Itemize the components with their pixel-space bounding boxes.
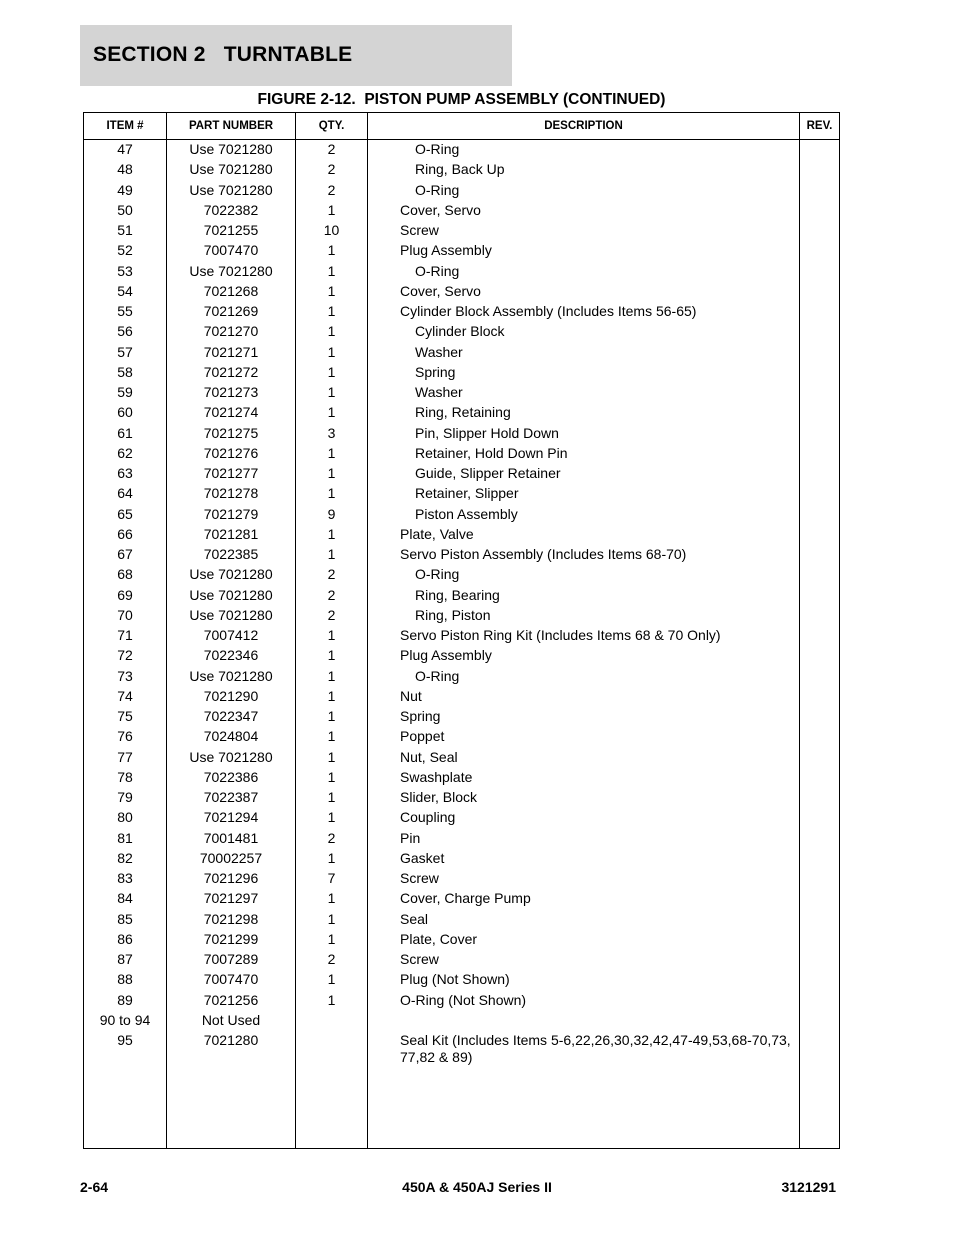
figure-title: FIGURE 2-12. PISTON PUMP ASSEMBLY (CONTINUED) [257,91,666,108]
part-number-cell: 70002257 [199,849,263,866]
part-number-cell: 7021255 [203,222,259,238]
qty-cell: 1 [327,384,336,400]
table-row [84,182,839,202]
qty-cell: 1 [327,242,336,259]
item-cell: 61 [117,424,133,441]
table-row [84,627,839,647]
table-row [84,263,839,283]
description-cell: Pin [400,829,421,846]
part-number-cell: 7021296 [203,870,259,886]
description-cell: Servo Piston Assembly (Includes Items 68-70) [400,546,687,562]
description-cell: Nut, Seal [400,748,458,765]
qty-cell: 2 [327,606,336,623]
table-row [84,485,839,505]
table-row [84,566,839,586]
item-cell: 83 [117,870,133,886]
page-number: 2-64 [80,1179,109,1195]
description-cell: Guide, Slipper Retainer [415,465,561,481]
part-number-cell: 7021275 [203,424,259,441]
item-cell: 49 [117,181,133,198]
table-row [84,830,839,850]
header-part-number: PART NUMBER [188,120,274,132]
qty-cell: 1 [327,930,336,947]
header-divider [84,139,839,140]
description-cell: Pin, Slipper Hold Down [415,424,559,441]
item-cell: 74 [117,687,133,704]
item-cell: 53 [117,262,133,279]
part-number-cell: 7022386 [203,768,259,785]
qty-cell: 1 [327,465,336,481]
description-cell: Slider, Block [400,789,478,805]
part-number-cell: 7022347 [203,708,259,724]
part-number-cell: 7007470 [203,242,259,259]
table-row [84,951,839,971]
qty-cell: 1 [327,971,336,988]
part-number-cell: 7021256 [203,991,259,1008]
item-cell: 87 [117,951,133,967]
item-cell: 68 [117,566,133,583]
qty-cell: 1 [327,303,336,319]
table-row [84,445,839,465]
section-header [80,25,512,86]
table-row [84,809,839,829]
item-cell: 56 [117,323,133,340]
qty-cell: 2 [327,829,336,846]
part-number-cell: 7021294 [203,809,259,826]
description-cell: Ring, Piston [415,606,491,623]
item-cell: 63 [117,465,133,481]
description-cell: O-Ring [415,181,460,198]
item-cell: 90 to 94 [99,1011,151,1028]
header-qty: QTY. [318,120,345,132]
description-cell: Piston Assembly [415,505,518,522]
description-cell: O-Ring (Not Shown) [400,991,527,1008]
table-row [84,526,839,546]
item-cell: 77 [117,748,133,765]
table-row [84,850,839,870]
item-cell: 59 [117,384,133,400]
model-name: 450A & 450AJ Series II [402,1179,552,1195]
item-cell: 81 [117,829,133,846]
item-cell: 84 [117,890,133,907]
part-number-cell: 7021274 [203,404,259,421]
table-row [84,141,839,161]
qty-cell: 1 [327,991,336,1008]
description-cell: Cylinder Block Assembly (Includes Items 56-65) [400,303,697,319]
table-row [84,992,839,1012]
table-row [84,890,839,910]
table-row [84,1012,839,1032]
table-row [84,931,839,951]
description-cell: Servo Piston Ring Kit (Includes Items 68 & 70 Only) [400,627,721,643]
description-cell: Ring, Back Up [415,161,505,178]
part-number-cell: 7021270 [203,323,259,340]
description-cell: Nut [400,687,422,704]
description-cell-continued: 77,82 & 89) [400,1049,473,1065]
qty-cell: 1 [327,768,336,785]
part-number-cell: 7024804 [203,728,259,745]
description-cell: Plug (Not Shown) [400,971,510,988]
item-cell: 48 [117,161,133,178]
table-row [84,971,839,991]
description-cell: Plug Assembly [400,242,492,259]
item-cell: 85 [117,910,133,927]
table-body [84,141,839,1072]
table-row [84,202,839,222]
qty-cell: 1 [327,667,336,684]
table-row [84,607,839,627]
description-cell: Cover, Servo [400,282,481,299]
part-number-cell: Use 7021280 [189,262,273,279]
qty-cell: 1 [327,323,336,340]
part-number-cell: 7021269 [203,303,259,319]
part-number-cell: Use 7021280 [189,667,273,684]
item-cell: 64 [117,485,133,502]
qty-cell: 1 [327,363,336,380]
description-cell: O-Ring [415,566,460,583]
part-number-cell: 7021273 [203,384,259,400]
qty-cell: 1 [327,201,336,218]
part-number-cell: Use 7021280 [189,748,273,765]
qty-cell: 1 [327,809,336,826]
description-cell: Cover, Charge Pump [400,890,531,907]
part-number-cell: 7021276 [203,444,259,461]
item-cell: 75 [117,708,133,724]
item-cell: 66 [117,525,133,542]
part-number-cell: 7021277 [203,465,259,481]
item-cell: 69 [117,586,133,603]
qty-cell: 2 [327,586,336,603]
description-cell: Cylinder Block [415,323,505,340]
description-cell: Plate, Cover [400,930,478,947]
part-number-cell: 7021280 [203,1032,259,1048]
qty-cell: 1 [327,343,336,360]
item-cell: 60 [117,404,133,421]
part-number-cell: 7021268 [203,282,259,299]
description-cell: Gasket [400,849,445,866]
part-number-cell: Not Used [201,1011,261,1028]
table-row [84,283,839,303]
part-number-cell: 7021290 [203,687,259,704]
table-row [84,384,839,404]
table-row [84,506,839,526]
description-cell: Ring, Retaining [415,404,511,421]
table-row [84,465,839,485]
section-title: SECTION 2 TURNTABLE [93,43,353,66]
item-cell: 95 [117,1032,133,1048]
item-cell: 70 [117,606,133,623]
item-cell: 62 [117,444,133,461]
part-number-cell: 7021278 [203,485,259,502]
description-cell: Ring, Bearing [415,586,500,603]
description-cell: Spring [400,708,441,724]
item-cell: 80 [117,809,133,826]
description-cell: Coupling [400,809,456,826]
part-number-cell: Use 7021280 [189,606,273,623]
item-cell: 52 [117,242,133,259]
description-cell: Screw [400,951,439,967]
table-row [84,323,839,343]
table-row [84,870,839,890]
part-number-cell: 7007412 [203,627,259,643]
table-row [84,344,839,364]
part-number-cell: 7021272 [203,363,259,380]
table-row [84,425,839,445]
description-cell: Retainer, Hold Down Pin [415,444,568,461]
table-row [84,546,839,566]
header-description: DESCRIPTION [544,120,623,132]
qty-cell: 1 [327,485,336,502]
part-number-cell: Use 7021280 [189,141,273,157]
part-number-cell: 7022346 [203,647,259,664]
description-cell: Plate, Valve [400,525,474,542]
table-row [84,303,839,323]
qty-cell: 1 [327,525,336,542]
table-row [84,688,839,708]
description-cell: Poppet [400,728,445,745]
qty-cell: 2 [327,181,336,198]
table-row [84,668,839,688]
part-number-cell: 7022385 [203,546,259,562]
description-cell: Spring [415,363,456,380]
item-cell: 58 [117,363,133,380]
item-cell: 50 [117,201,133,218]
table-row [84,749,839,769]
qty-cell: 1 [327,444,336,461]
item-cell: 51 [117,222,133,238]
table-row [84,769,839,789]
description-cell: O-Ring [415,262,460,279]
parts-table [83,112,840,1149]
qty-cell: 2 [327,161,336,178]
qty-cell: 1 [327,910,336,927]
qty-cell: 2 [327,951,336,967]
header-item: ITEM # [106,120,144,132]
item-cell: 79 [117,789,133,805]
description-cell: O-Ring [415,667,460,684]
table-row [84,647,839,667]
qty-cell: 1 [327,647,336,664]
table-row [84,1032,839,1072]
table-row [84,404,839,424]
item-cell: 67 [117,546,133,562]
part-number-cell: 7021279 [203,505,259,522]
part-number-cell: 7022387 [203,789,259,805]
description-cell: Seal Kit (Includes Items 5-6,22,26,30,32,42,47-49,53,68-70,73, [400,1032,791,1048]
part-number-cell: Use 7021280 [189,161,273,178]
description-cell: Screw [400,870,439,886]
part-number-cell: 7021299 [203,930,259,947]
description-cell: Seal [400,910,429,927]
table-row [84,789,839,809]
part-number-cell: 7021298 [203,910,259,927]
item-cell: 65 [117,505,133,522]
document-number: 3121291 [781,1179,836,1195]
table-row [84,587,839,607]
qty-cell: 2 [327,141,336,157]
qty-cell: 7 [327,870,336,886]
table-row [84,911,839,931]
description-cell: O-Ring [415,141,460,157]
item-cell: 54 [117,282,133,299]
part-number-cell: Use 7021280 [189,586,273,603]
qty-cell: 1 [327,890,336,907]
part-number-cell: 7022382 [203,201,259,218]
item-cell: 88 [117,971,133,988]
table-row [84,728,839,748]
qty-cell: 1 [327,748,336,765]
table-row [84,222,839,242]
item-cell: 78 [117,768,133,785]
table-row [84,708,839,728]
table-row [84,364,839,384]
item-cell: 57 [117,343,133,360]
header-rev: REV. [806,120,833,132]
item-cell: 89 [117,991,133,1008]
qty-cell: 1 [327,627,336,643]
description-cell: Retainer, Slipper [415,485,519,502]
qty-cell: 1 [327,687,336,704]
description-cell: Cover, Servo [400,201,481,218]
item-cell: 73 [117,667,133,684]
qty-cell: 1 [327,262,336,279]
part-number-cell: Use 7021280 [189,181,273,198]
qty-cell: 1 [327,789,336,805]
qty-cell: 1 [327,849,336,866]
part-number-cell: 7007289 [203,951,259,967]
table-row [84,242,839,262]
qty-cell: 3 [327,424,336,441]
table-row [84,161,839,181]
part-number-cell: 7007470 [203,971,259,988]
qty-cell: 1 [327,282,336,299]
qty-cell: 1 [327,708,336,724]
description-cell: Washer [415,343,463,360]
qty-cell: 1 [327,728,336,745]
item-cell: 86 [117,930,133,947]
description-cell: Screw [400,222,439,238]
part-number-cell: 7021281 [203,525,259,542]
item-cell: 82 [117,849,133,866]
description-cell: Washer [415,384,463,400]
qty-cell: 1 [327,404,336,421]
item-cell: 71 [117,627,133,643]
qty-cell: 1 [327,546,336,562]
description-cell: Plug Assembly [400,647,492,664]
qty-cell: 2 [327,566,336,583]
part-number-cell: 7021271 [203,343,259,360]
item-cell: 55 [117,303,133,319]
item-cell: 47 [117,141,133,157]
item-cell: 72 [117,647,133,664]
qty-cell: 10 [323,222,340,238]
part-number-cell: Use 7021280 [189,566,273,583]
part-number-cell: 7021297 [203,890,259,907]
item-cell: 76 [117,728,133,745]
description-cell: Swashplate [400,768,473,785]
qty-cell: 9 [327,505,336,522]
part-number-cell: 7001481 [203,829,259,846]
